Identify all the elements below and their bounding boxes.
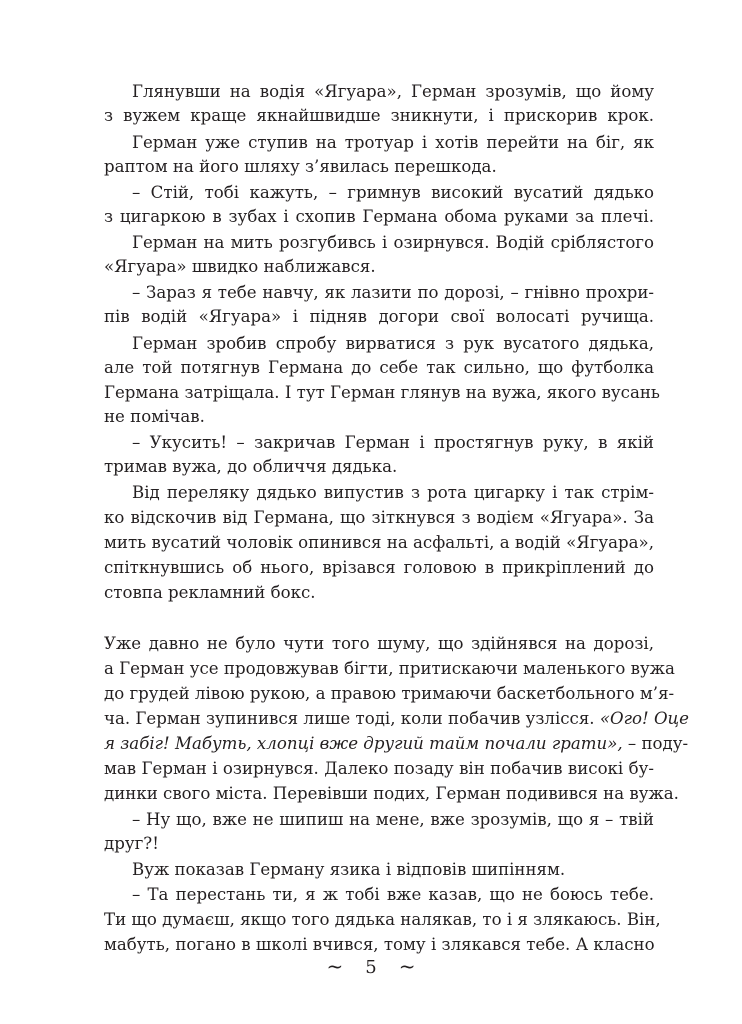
italic-segment: я забіг! Мабуть, хлопці вже другий тайм почали грати»,	[104, 734, 623, 753]
text-line: тримав вужа, до обличчя дядька.	[104, 457, 398, 476]
text-line: – Укусить! – закричав Герман і простягнув руку, в якій	[132, 433, 654, 452]
italic-segment: «Ого! Оце	[599, 709, 689, 728]
text-line: Герман на мить розгубивсь і озирнувся. Водій сріблястого	[132, 233, 654, 252]
text-line: Уже давно не було чути того шуму, що здійнявся на дорозі,	[104, 634, 654, 653]
text-line: Від переляку дядько випустив з рота цигарку і так стрім-	[132, 483, 654, 502]
text-line: «Ягуара» швидко наближався.	[104, 257, 376, 276]
text-line: Герман зробив спробу вирватися з рук вусатого дядька,	[132, 334, 654, 353]
tilde-ornament-right: ~	[398, 954, 416, 978]
text-line: мав Герман і озирнувся. Далеко позаду він побачив високі бу-	[104, 759, 654, 778]
tilde-ornament-left: ~	[326, 954, 344, 978]
text-line	[104, 732, 689, 756]
text-line: – Ну що, вже не шипиш на мене, вже зрозумів, що я – твій	[132, 810, 654, 829]
text-line: стовпа рекламний бокс.	[104, 583, 316, 602]
page-number: 5	[365, 957, 377, 978]
text-line: спіткнувшись об нього, врізався головою в прикріплений до	[104, 558, 654, 577]
text-line: не помічав.	[104, 407, 205, 426]
page-footer	[0, 952, 742, 982]
text-line: Германа затріщала. І тут Герман глянув на вужа, якого вусань	[104, 383, 660, 402]
text-line: друг?!	[104, 834, 159, 853]
text-line: з вужем краще якнайшвидше зникнути, і прискорив крок.	[104, 106, 654, 125]
text-line	[104, 707, 689, 731]
text-line: але той потягнув Германа до себе так сильно, що футболка	[104, 358, 654, 377]
text-line: Герман уже ступив на тротуар і хотів перейти на біг, як	[132, 133, 654, 152]
text-line: до грудей лівою рукою, а правою тримаючи баскетбольного м’я-	[104, 684, 675, 703]
text-line: – Та перестань ти, я ж тобі вже казав, що не боюсь тебе.	[132, 885, 654, 904]
text-line: мить вусатий чоловік опинився на асфальті, а водій «Ягуара»,	[104, 533, 654, 552]
text-line: Вуж показав Герману язика і відповів шипінням.	[132, 860, 566, 879]
text-line: – Зараз я тебе навчу, як лазити по дорозі, – гнівно прохри-	[132, 283, 654, 302]
text-segment: – поду-	[627, 734, 689, 753]
text-segment: ча. Герман зупинився лише тоді, коли побачив узлісся.	[104, 709, 595, 728]
text-line: ко відскочив від Германа, що зіткнувся з водієм «Ягуара». За	[104, 508, 654, 527]
text-line: Глянувши на водія «Ягуара», Герман зрозумів, що йому	[132, 82, 654, 101]
text-line: з цигаркою в зубах і схопив Германа обома руками за плечі.	[104, 207, 654, 226]
text-line: Ти що думаєш, якщо того дядька налякав, то і я злякаюсь. Він,	[104, 910, 661, 929]
text-line: динки свого міста. Перевівши подих, Герман подивився на вужа.	[104, 784, 679, 803]
text-line: пів водій «Ягуара» і підняв догори свої волосаті ручища.	[104, 307, 654, 326]
text-line: мабуть, погано в школі вчився, тому і злякався тебе. А класно	[104, 935, 655, 954]
text-line: раптом на його шляху з’явилась перешкода.	[104, 157, 497, 176]
text-line: – Стій, тобі кажуть, – гримнув високий вусатий дядько	[132, 183, 654, 202]
text-line: а Герман усе продовжував бігти, притискаючи маленького вужа	[104, 659, 675, 678]
